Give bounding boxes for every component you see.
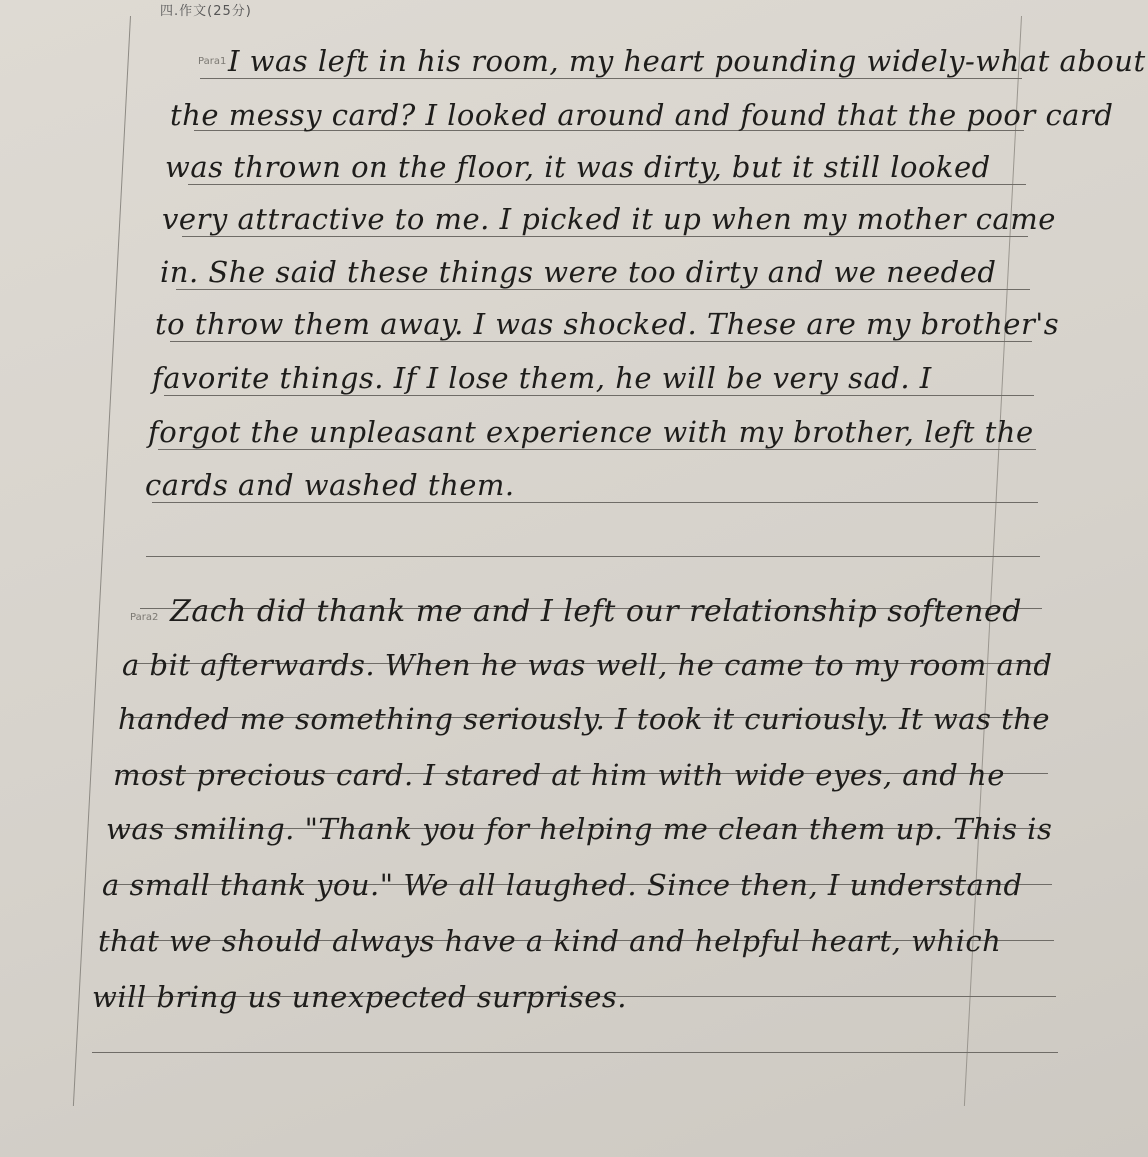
essay-line: cards and washed them. bbox=[145, 468, 515, 502]
ruled-line bbox=[164, 395, 1034, 396]
essay-line: was thrown on the floor, it was dirty, but it still looked bbox=[165, 150, 991, 184]
essay-line: that we should always have a kind and helpful heart, which bbox=[98, 924, 1002, 958]
essay-line: to throw them away. I was shocked. These are my brother's bbox=[155, 307, 1060, 341]
paragraph-label: Para1 bbox=[198, 56, 227, 67]
essay-line: in. She said these things were too dirty and we needed bbox=[160, 255, 997, 289]
ruled-line bbox=[176, 289, 1030, 290]
ruled-line bbox=[182, 236, 1028, 237]
ruled-line bbox=[200, 78, 1022, 79]
essay-line: was smiling. "Thank you for helping me clean them up. This is bbox=[106, 812, 1053, 846]
essay-line: favorite things. If I lose them, he will be very sad. I bbox=[152, 361, 932, 395]
essay-line: forgot the unpleasant experience with my brother, left the bbox=[148, 415, 1034, 449]
essay-line: very attractive to me. I picked it up when my mother came bbox=[162, 202, 1056, 236]
essay-line: will bring us unexpected surprises. bbox=[92, 980, 628, 1014]
ruled-line bbox=[170, 341, 1032, 342]
ruled-line bbox=[152, 502, 1038, 503]
ruled-line bbox=[146, 556, 1040, 557]
ruled-line bbox=[158, 449, 1036, 450]
section-title: 四.作文(25分) bbox=[160, 4, 252, 19]
ruled-line bbox=[188, 184, 1026, 185]
essay-line: a bit afterwards. When he was well, he came to my room and bbox=[122, 648, 1053, 682]
essay-line: most precious card. I stared at him with wide eyes, and he bbox=[113, 758, 1005, 792]
ruled-line bbox=[92, 1052, 1058, 1053]
essay-line: the messy card? I looked around and found that the poor card bbox=[170, 98, 1114, 132]
essay-line: a small thank you." We all laughed. Since then, I understand bbox=[102, 868, 1023, 902]
paragraph-label: Para2 bbox=[130, 612, 159, 623]
essay-line: I was left in his room, my heart pounding widely-what about bbox=[228, 44, 1146, 78]
essay-line: handed me something seriously. I took it curiously. It was the bbox=[118, 702, 1051, 736]
essay-line: Zach did thank me and I left our relationship softened bbox=[170, 594, 1022, 629]
